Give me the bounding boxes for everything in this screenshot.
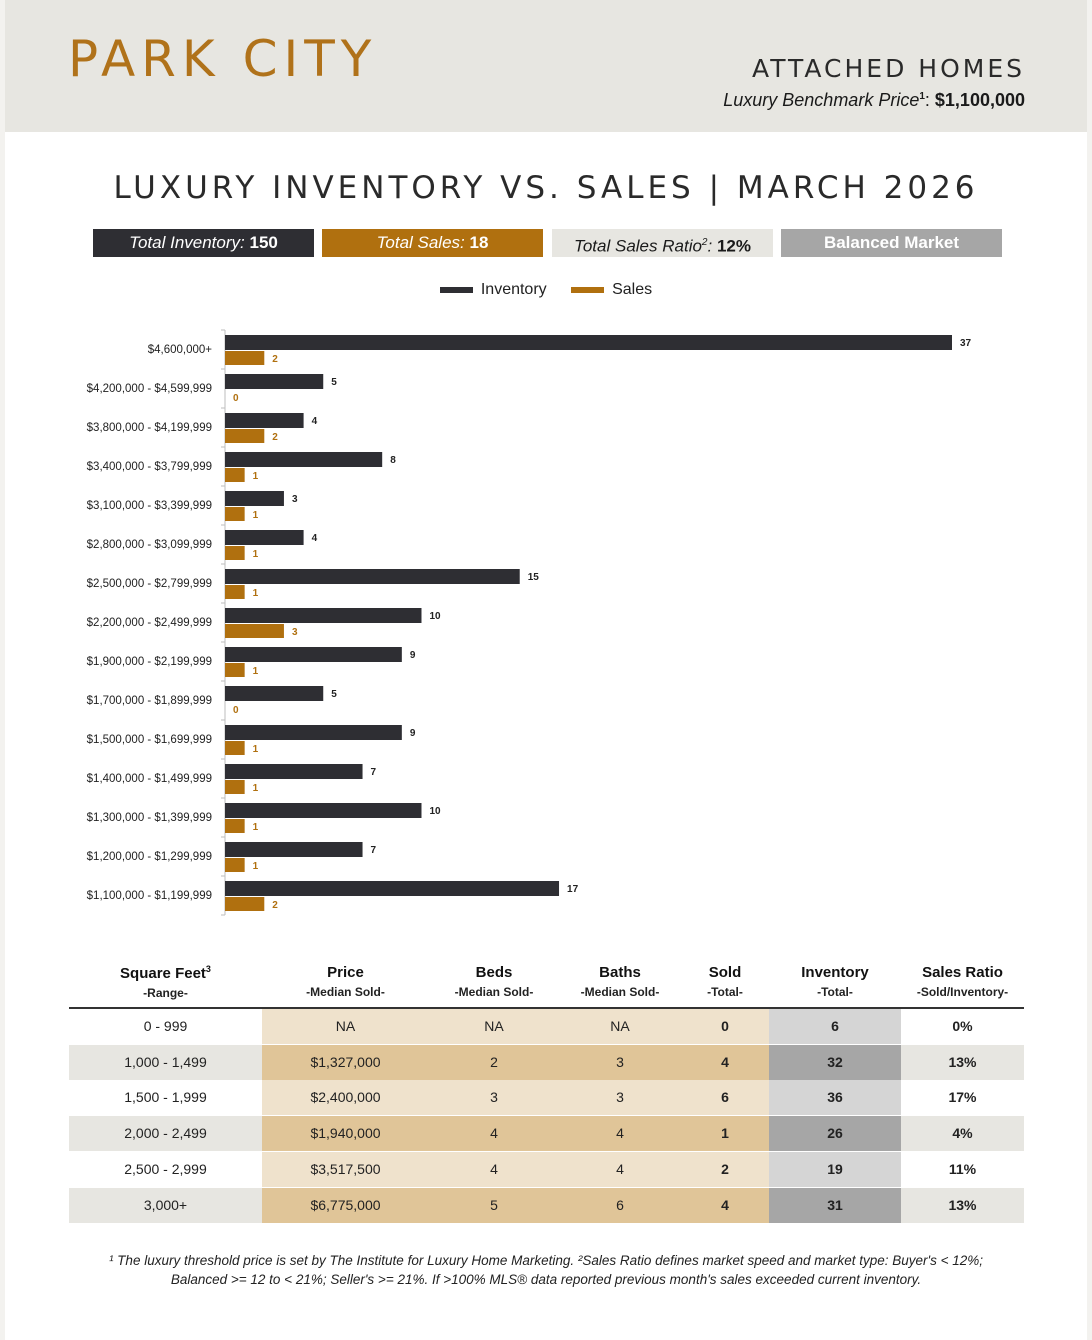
kpi-market-type: Balanced Market [781, 229, 1002, 257]
category-label: $3,400,000 - $3,799,999 [86, 461, 212, 473]
sales-bar [225, 351, 264, 365]
cell-median-price: NA [262, 1009, 429, 1044]
kpi-ratio-value: 12% [716, 236, 751, 256]
category-label: $1,100,000 - $1,199,999 [86, 890, 212, 902]
cell-sales-ratio: 0% [952, 1018, 973, 1034]
cell-median-price: $3,517,500 [262, 1152, 429, 1187]
sales-value-label: 1 [252, 471, 259, 482]
sales-value-label: 1 [252, 822, 259, 833]
cell-total-sold: 0 [681, 1009, 769, 1044]
header-band [5, 0, 1087, 132]
sales-value-label: 3 [291, 627, 298, 638]
sales-value-label: 1 [252, 666, 259, 677]
sales-value-label: 0 [233, 393, 239, 404]
category-label: $1,700,000 - $1,899,999 [86, 695, 212, 707]
cell-total-sold: 6 [681, 1080, 769, 1115]
kpi-inventory-value: 150 [249, 233, 278, 252]
inventory-bar [225, 452, 382, 467]
kpi-ratio-label: Total Sales Ratio [574, 236, 702, 256]
cell-median-baths: 3 [559, 1045, 681, 1080]
column-header-subtitle: -Median Sold- [306, 985, 385, 999]
cell-median-baths: NA [559, 1009, 681, 1044]
cell-sqft-range: 0 - 999 [143, 1018, 188, 1034]
inventory-bar [225, 413, 304, 428]
cell-sales-ratio: 13% [901, 1188, 1024, 1223]
footnote [5, 1251, 1087, 1289]
legend-label-inventory: Inventory [480, 281, 547, 298]
cell-median-baths: 4 [559, 1152, 681, 1187]
cell-median-beds: NA [429, 1009, 559, 1044]
sales-bar [225, 624, 284, 638]
category-label: $2,800,000 - $3,099,999 [86, 539, 212, 551]
chart-legend [5, 281, 1087, 299]
inventory-bar [225, 842, 363, 857]
cell-total-sold: 2 [681, 1152, 769, 1187]
cell-total-sold: 4 [681, 1045, 769, 1080]
category-label: $4,600,000+ [147, 344, 212, 356]
sales-bar [225, 585, 245, 599]
inventory-bar [225, 491, 284, 506]
footnote-line-1: ¹ The luxury threshold price is set by The Institute for Luxury Home Marketing. ²Sales Ratio defines market speed and market type: Buyer's < 12%; [108, 1253, 984, 1268]
benchmark-footnote-mark: 1 [919, 91, 925, 102]
cell-median-price: $6,775,000 [262, 1188, 429, 1223]
sales-value-label: 1 [252, 549, 259, 560]
legend-swatch-inventory [440, 287, 473, 293]
legend-item-sales [571, 281, 652, 299]
sales-value-label: 2 [272, 354, 278, 365]
sales-bar [225, 663, 245, 677]
category-label: $1,300,000 - $1,399,999 [86, 812, 212, 824]
cell-total-inventory: 19 [769, 1152, 901, 1187]
sales-value-label: 1 [252, 510, 259, 521]
kpi-total-sales [322, 229, 543, 257]
column-header-title: Square Feet$^3$ [120, 964, 211, 982]
report-title: LUXURY INVENTORY VS. SALES | MARCH 2026 [113, 170, 979, 206]
category-label: $1,400,000 - $1,499,999 [86, 773, 212, 785]
inventory-value-label: 37 [960, 338, 972, 349]
inventory-bar [225, 764, 363, 779]
table-row [69, 1080, 1024, 1115]
inventory-value-label: 17 [567, 884, 579, 895]
cell-median-baths: 4 [559, 1116, 681, 1151]
sales-value-label: 1 [252, 744, 259, 755]
inventory-value-label: 4 [311, 416, 318, 427]
sales-bar [225, 741, 245, 755]
cell-total-inventory: 31 [769, 1188, 901, 1223]
column-header-title: Sold [708, 964, 742, 981]
sales-bar [225, 429, 264, 443]
sales-bar [225, 780, 245, 794]
category-label: $3,800,000 - $4,199,999 [86, 422, 212, 434]
inventory-value-label: 5 [331, 689, 337, 700]
inventory-value-label: 10 [429, 611, 441, 622]
cell-total-sold: 1 [681, 1116, 769, 1151]
inventory-bar [225, 530, 304, 545]
inventory-bar [225, 647, 402, 662]
inventory-bar [225, 803, 421, 818]
inventory-value-label: 7 [370, 845, 377, 856]
kpi-sales-label: Total Sales: [376, 233, 465, 252]
report-page [5, 0, 1087, 1340]
column-header-sales-ratio [901, 964, 1024, 999]
cell-median-price: $1,940,000 [262, 1116, 429, 1151]
legend-item-inventory [440, 281, 547, 299]
cell-sales-ratio: 4% [901, 1116, 1024, 1151]
inventory-value-label: 15 [527, 572, 539, 583]
sales-value-label: 1 [252, 783, 259, 794]
kpi-inventory-label: Total Inventory: [129, 233, 245, 252]
table-row [69, 1045, 1024, 1080]
footnote-line-2: Balanced >= 12 to < 21%; Seller's >= 21%. If >100% MLS® data reported previous month's sales exceeded current inventory. [170, 1272, 922, 1287]
cell-sqft-range: 2,500 - 2,999 [124, 1160, 207, 1177]
sales-bar [225, 819, 245, 833]
inventory-value-label: 5 [331, 377, 337, 388]
inventory-bar [225, 569, 520, 584]
column-header-sqft-range [69, 964, 262, 1000]
column-header-total-sold [681, 964, 769, 999]
category-label: $1,200,000 - $1,299,999 [86, 851, 212, 863]
inventory-bar [225, 881, 559, 896]
column-header-subtitle: -Sold/Inventory- [916, 985, 1009, 999]
column-header-title: Baths [599, 964, 641, 981]
category-label: $2,500,000 - $2,799,999 [86, 578, 212, 590]
column-header-subtitle: -Median Sold- [580, 985, 660, 999]
sales-value-label: 1 [252, 588, 259, 599]
column-header-title: Sales Ratio [922, 964, 1003, 981]
cell-sqft-range: 1,500 - 1,999 [124, 1089, 207, 1106]
column-header-title: Inventory [801, 964, 869, 981]
benchmark-value: $1,100,000 [934, 90, 1025, 110]
cell-median-price: $2,400,000 [262, 1080, 429, 1115]
cell-median-beds: 4 [429, 1152, 559, 1187]
inventory-bar [225, 725, 402, 740]
column-header-median-baths [559, 964, 681, 999]
column-header-median-price [262, 964, 429, 999]
benchmark-label: Luxury Benchmark Price [723, 90, 920, 110]
category-label: $1,500,000 - $1,699,999 [86, 734, 212, 746]
column-header-subtitle: -Total- [707, 985, 743, 999]
sales-bar [225, 468, 245, 482]
sales-value-label: 0 [233, 705, 239, 716]
cell-total-sold: 4 [681, 1188, 769, 1223]
inventory-bar [225, 335, 952, 350]
category-label: $2,200,000 - $2,499,999 [86, 617, 212, 629]
benchmark-price: Luxury Benchmark Price$^1$: $1,100,000 [723, 90, 1025, 110]
sales-bar [225, 897, 264, 911]
kpi-total-inventory [93, 229, 314, 257]
cell-sales-ratio: 11% [948, 1160, 977, 1177]
cell-sqft-range: 2,000 - 2,499 [69, 1116, 262, 1151]
cell-total-inventory: 32 [769, 1045, 901, 1080]
cell-median-beds: 5 [429, 1188, 559, 1223]
column-header-title: Price [327, 964, 364, 981]
sales-bar [225, 858, 245, 872]
table-row [69, 1152, 1024, 1187]
cell-sqft-range: 3,000+ [69, 1188, 262, 1223]
city-name: PARK CITY [68, 30, 378, 88]
inventory-value-label: 10 [429, 806, 441, 817]
cell-median-beds: 2 [429, 1045, 559, 1080]
bar-chart [5, 320, 1087, 925]
inventory-value-label: 3 [291, 494, 298, 505]
column-header-total-inventory [769, 964, 901, 999]
column-header-subtitle: -Range- [143, 986, 188, 1000]
sales-value-label: 1 [252, 861, 259, 872]
inventory-value-label: 7 [370, 767, 377, 778]
kpi-sales-ratio: Total Sales Ratio$^2$: 12% [552, 229, 773, 257]
cell-median-baths: 3 [559, 1080, 681, 1115]
cell-median-beds: 4 [429, 1116, 559, 1151]
inventory-bar [225, 374, 323, 389]
kpi-sales-value: 18 [469, 233, 489, 252]
cell-total-inventory: 6 [769, 1009, 901, 1044]
property-type: ATTACHED HOMES [752, 54, 1025, 83]
cell-sqft-range: 1,000 - 1,499 [69, 1045, 262, 1080]
legend-label-sales: Sales [612, 281, 653, 298]
inventory-value-label: 9 [409, 728, 416, 739]
legend-swatch-sales [571, 287, 604, 293]
cell-sales-ratio: 17% [948, 1089, 977, 1106]
cell-median-beds: 3 [429, 1080, 559, 1115]
cell-sales-ratio: 13% [901, 1045, 1024, 1080]
column-header-footnote-mark: 3 [205, 964, 211, 974]
sales-bar [225, 507, 245, 521]
table-row [69, 1009, 1024, 1044]
column-header-median-beds [429, 964, 559, 999]
category-label: $3,100,000 - $3,399,999 [86, 500, 212, 512]
sales-value-label: 2 [272, 432, 278, 443]
inventory-bar [225, 686, 323, 701]
category-label: $4,200,000 - $4,599,999 [86, 383, 212, 395]
sales-value-label: 2 [272, 900, 278, 911]
category-label: $1,900,000 - $2,199,999 [86, 656, 212, 668]
cell-total-inventory: 26 [769, 1116, 901, 1151]
kpi-ratio-footnote-mark: 2 [701, 237, 708, 248]
inventory-bar [225, 608, 421, 623]
cell-median-baths: 6 [559, 1188, 681, 1223]
sales-bar [225, 546, 245, 560]
column-header-title: Beds [475, 964, 513, 981]
cell-total-inventory: 36 [769, 1080, 901, 1115]
inventory-value-label: 8 [390, 455, 396, 466]
inventory-value-label: 4 [311, 533, 318, 544]
inventory-value-label: 9 [409, 650, 416, 661]
column-header-subtitle: -Total- [817, 985, 853, 999]
table-row [69, 1188, 1024, 1223]
column-header-subtitle: -Median Sold- [454, 985, 534, 999]
table-row [69, 1116, 1024, 1151]
cell-median-price: $1,327,000 [262, 1045, 429, 1080]
